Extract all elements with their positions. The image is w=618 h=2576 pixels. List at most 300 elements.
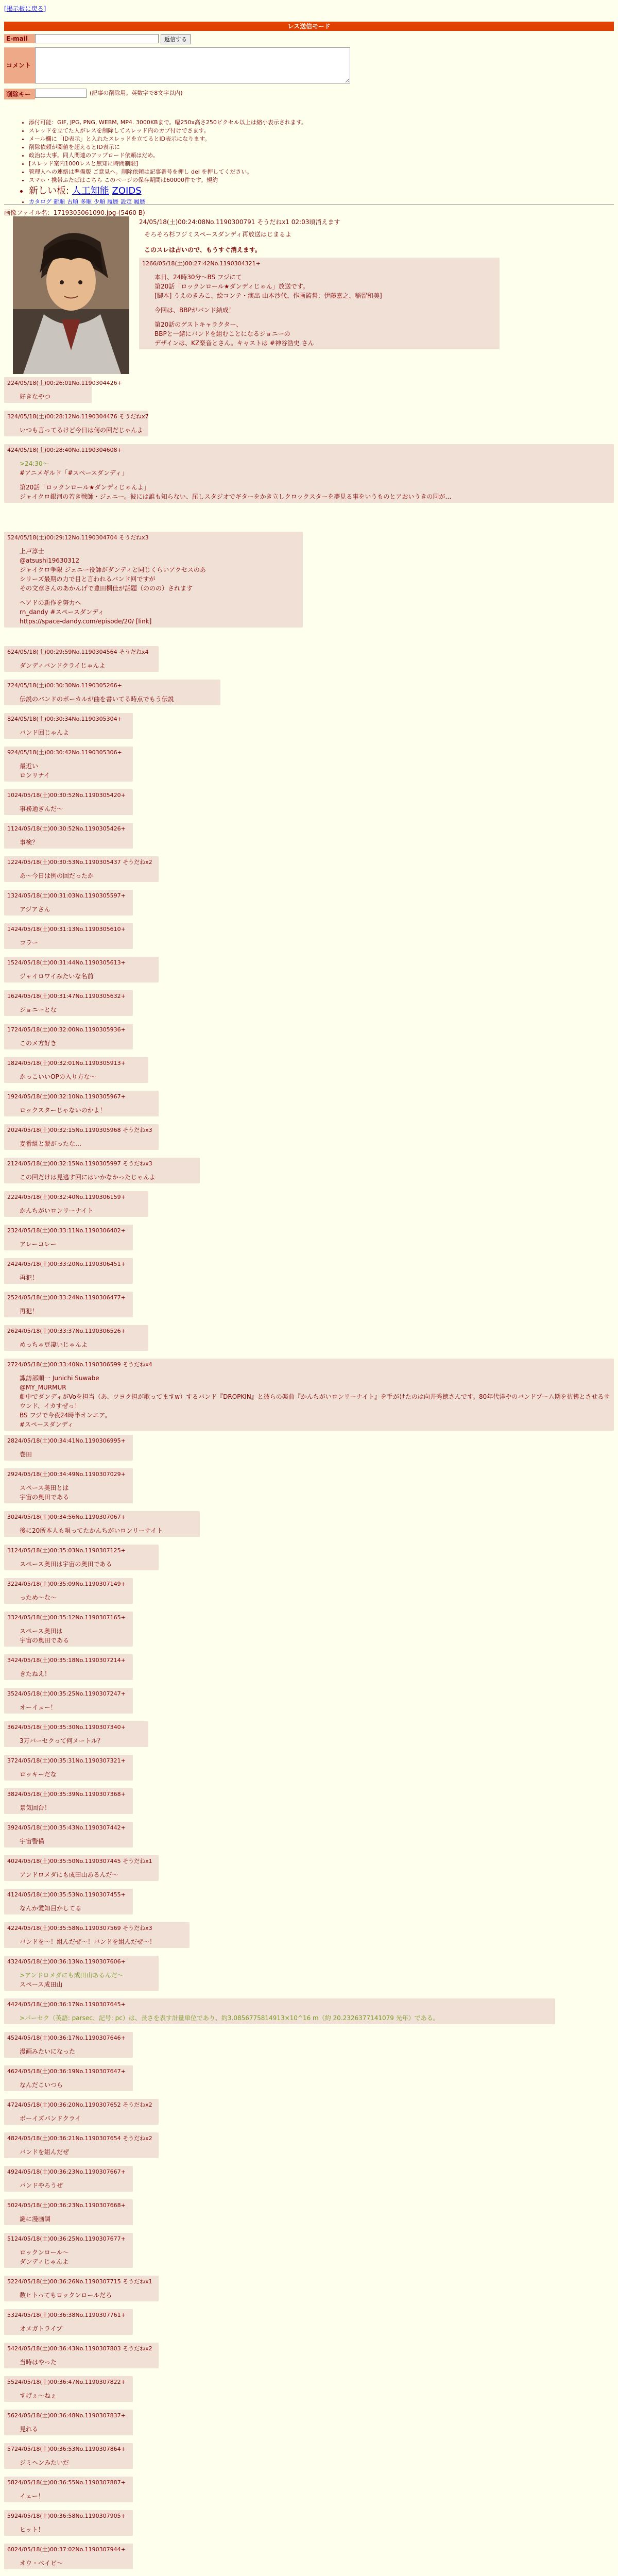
reply-line: かんちがいロンリーナイト: [20, 1207, 94, 1214]
op-expire-warning: このスレは占いので、もうすぐ消えます。: [144, 246, 261, 253]
reply-header[interactable]: 3724/05/18(土)00:35:31No.1190307321+: [7, 1757, 126, 1764]
reply-box: [4, 377, 122, 403]
reply-header[interactable]: 5624/05/18(土)00:36:48No.1190307837+: [7, 2412, 126, 2419]
reply-line: ジミヘンみたいだ: [20, 2459, 70, 2466]
reply-body: [20, 694, 217, 704]
reply-box: [4, 1292, 133, 1317]
reply-box: [4, 2065, 133, 2091]
reply-body: [20, 1005, 130, 1014]
reply-header[interactable]: 2624/05/18(土)00:33:37No.1190306526+: [7, 1328, 126, 1334]
reply-header[interactable]: 1824/05/18(土)00:32:01No.1190305913+: [7, 1060, 126, 1066]
reply-line: 宇宙の奥田である: [20, 1494, 70, 1501]
reply-body: [20, 1904, 130, 1913]
reply-box: [4, 2032, 133, 2058]
reply-line: [脚本] うえのきみこ、絵コンテ・演出 山本沙代、作画監督：伊藤嘉之、稲留和美]: [154, 292, 382, 299]
reply-line: 麦番組と繋がったな…: [20, 1140, 82, 1147]
back-link[interactable]: [掲示板に戻る]: [4, 5, 46, 12]
reply-body: [20, 459, 611, 501]
reply-box: [4, 1191, 148, 1217]
reply-box: [4, 1654, 133, 1680]
reply-line: バンド回じゃんよ: [20, 729, 70, 736]
reply-body: [20, 1240, 130, 1249]
reply-box: [4, 1057, 148, 1083]
submit-button[interactable]: 返信する: [161, 34, 191, 44]
reply-box: [4, 444, 614, 503]
reply-header[interactable]: 6024/05/18(土)00:37:02No.1190307944+: [7, 2546, 126, 2553]
reply-header[interactable]: 2324/05/18(土)00:33:11No.1190306402+: [7, 1227, 126, 1234]
reply-box: [4, 1922, 190, 1948]
reply-line: [154, 315, 496, 320]
reply-line: 後に20所本人も唄ってたかんちがいロンリーナイト: [20, 1527, 163, 1534]
reply-body: [20, 972, 156, 981]
reply-line: 漫画みたいになった: [20, 2048, 76, 2055]
reply-header[interactable]: 4924/05/18(土)00:36:23No.1190307667+: [7, 2168, 126, 2175]
reply-body: [20, 1340, 145, 1349]
reply-line: 最近い: [20, 762, 39, 770]
reply-box: [4, 1956, 159, 1991]
reply-header[interactable]: 324/05/18(土)00:28:12No.1190304476 そうだねx7: [7, 413, 149, 420]
reply-box: [4, 680, 220, 705]
reply-line: スペース奥田は宇宙の奥田である: [20, 1561, 112, 1568]
reply-line: BBPと一緒にバンドを組むことになるジョニーの: [154, 330, 290, 337]
reply-body: [20, 2248, 130, 2266]
reply-line: @atsushi19630312: [20, 557, 80, 564]
reply-body: [20, 2013, 552, 2023]
reply-box: [4, 856, 159, 882]
reply-box: [4, 1788, 133, 1814]
reply-body: [20, 2358, 156, 2367]
reply-box: [4, 890, 133, 916]
settings-link[interactable]: 設定: [121, 198, 132, 205]
reply-line: https://space-dandy.com/episode/20/ [link]: [20, 618, 152, 625]
delkey-label: 削除キー: [4, 89, 35, 99]
reply-line: 今回は、BBPがバンド結成！: [154, 307, 235, 314]
reply-box: [4, 2343, 159, 2368]
reply-header[interactable]: 1324/05/18(土)00:31:03No.1190305597+: [7, 892, 126, 899]
reply-line: アジアさん: [20, 906, 50, 913]
reply-line: いつも言ってるけど今日は何の回だじゃんよ: [20, 427, 144, 434]
reply-line: コラー: [20, 939, 39, 946]
op-line: そろそろ杉フジミスペースダンディ再放送はじまるよ: [144, 231, 292, 238]
reply-box: [4, 532, 303, 628]
reply-header[interactable]: 4424/05/18(土)00:36:17No.1190307645+: [7, 2001, 126, 2008]
reply-line: 劇中でダンディがVoを担当（あ、ツヨク担が歌ってますw）するバンド『DROPKIN』と彼らの楽曲『かんちがいロンリーナイト』を手がけたのは向井秀徳さんです。80年代洋やのバンドブーム期を彷彿とさせるサウンド、イカすぜっ！: [20, 1393, 610, 1410]
reply-line: めっちゃ豆凄いじゃんよ: [20, 1341, 88, 1348]
reply-box: [4, 1468, 133, 1503]
reply-box: [4, 923, 133, 949]
reply-header[interactable]: 924/05/18(土)00:30:42No.1190305306+: [7, 749, 122, 756]
reply-line: あ～今日は例の回だったか: [20, 872, 94, 879]
reply-header[interactable]: 5024/05/18(土)00:36:23No.1190307668+: [7, 2202, 126, 2209]
reply-body: [20, 2558, 130, 2568]
reply-box: [4, 2544, 133, 2569]
reply-body: [20, 905, 130, 914]
reply-header[interactable]: 1724/05/18(土)00:32:00No.1190305936+: [7, 1026, 126, 1033]
reply-body: [20, 1374, 611, 1429]
op-file-info[interactable]: 画像ファイル名：1719305061090.jpg-(5460 B): [4, 209, 145, 216]
reply-header[interactable]: 3924/05/18(土)00:35:43No.1190307442+: [7, 1824, 126, 1831]
reply-body: [20, 871, 156, 880]
history-link-2[interactable]: 履歴: [134, 198, 145, 205]
reply-line: オウ・ベイビ～: [20, 2560, 63, 2567]
sort-many-link[interactable]: 多順: [80, 198, 92, 205]
reply-header[interactable]: 4224/05/18(土)00:35:58No.1190307569 そうだねx3: [7, 1925, 152, 1931]
reply-line: ロックスターじゃないのかよ！: [20, 1107, 106, 1114]
rule-item: • スマホ・携帯ふたばはこちら このページの保存期間は60000件です。規約: [29, 176, 307, 184]
reply-header[interactable]: 5524/05/18(土)00:36:47No.1190307822+: [7, 2379, 126, 2385]
reply-body: [20, 2181, 130, 2190]
reply-header[interactable]: 5824/05/18(土)00:36:55No.1190307887+: [7, 2479, 126, 2486]
reply-line: アレーコレー: [20, 1241, 57, 1248]
reply-line: @MY_MURMUR: [20, 1384, 66, 1391]
reply-header[interactable]: 3624/05/18(土)00:35:30No.1190307340+: [7, 1724, 126, 1731]
reply-header[interactable]: 4324/05/18(土)00:36:13No.1190307606+: [7, 1958, 126, 1965]
reply-body: [20, 838, 130, 847]
reply-box: [4, 1688, 133, 1714]
reply-body: [20, 2458, 130, 2467]
reply-body: [154, 273, 496, 348]
reply-header[interactable]: 2824/05/18(土)00:34:41No.1190306995+: [7, 1437, 126, 1444]
reply-line: スペース奥田は: [20, 1628, 63, 1635]
reply-box: [4, 1889, 133, 1914]
reply-line: 本日、24時30分～BS フジにて: [154, 274, 242, 281]
reply-line: ジャイクロ争限 ジェニー役師がダンディと同じくらいアクセスのあ: [20, 566, 206, 573]
history-link[interactable]: 履歴: [107, 198, 118, 205]
reply-box: [4, 1855, 159, 1881]
reply-body: [20, 1770, 130, 1779]
email-label: E-mail: [4, 34, 35, 43]
reply-header[interactable]: 3324/05/18(土)00:35:12No.1190307165+: [7, 1614, 126, 1621]
reply-box: [4, 1124, 159, 1150]
reply-body: [20, 392, 89, 401]
delkey-field[interactable]: [35, 89, 87, 98]
reply-line: きたねえ！: [20, 1670, 51, 1677]
reply-body: [20, 1039, 130, 1048]
rule-item: • [スレッド案内1000レスと無知に時間制限]: [29, 160, 307, 168]
reply-line: 再犯！: [20, 1274, 39, 1281]
quote-line: >アンドロメダにも成田山あるんだ～: [20, 1972, 124, 1979]
reply-body: [20, 2047, 130, 2056]
reply-line: スペース奥田とは: [20, 1484, 69, 1492]
reply-body: [20, 2492, 130, 2501]
board-link-ai[interactable]: 人工知能: [72, 185, 109, 196]
reply-header[interactable]: 5224/05/18(土)00:36:26No.1190307715 そうだねx1: [7, 2278, 152, 2285]
reply-line: [20, 593, 300, 598]
reply-box: [4, 1024, 133, 1049]
reply-box: [4, 2199, 133, 2225]
op-quote-reply: [139, 258, 500, 349]
delkey-note: (記事の削除用。英数字で8文字以内): [90, 90, 183, 96]
reply-box: [4, 1158, 200, 1183]
reply-box: [4, 1435, 133, 1461]
reply-header[interactable]: 5424/05/18(土)00:36:43No.1190307803 そうだねx2: [7, 2345, 152, 2352]
reply-header[interactable]: 5324/05/18(土)00:36:38No.1190307761+: [7, 2312, 126, 2318]
reply-body: [20, 2114, 156, 2123]
reply-header[interactable]: 2924/05/18(土)00:34:49No.1190307029+: [7, 1471, 126, 1478]
reply-line: ジャイクロ銀河の若き戦師・ジェニー。彼には誰も知らない、屈しスタジオでギターをかき立しクロックスターを夢見る事をいうものとアおいうきの同が…: [20, 493, 452, 500]
reply-line: 伝説のバンドのボーカルが曲を書いてる時点でもう伝説: [20, 696, 174, 703]
reply-line: オメガトライブ: [20, 2325, 63, 2332]
reply-box: [4, 1578, 133, 1604]
catalog-link[interactable]: カタログ: [29, 198, 52, 205]
reply-box: [4, 747, 133, 782]
reply-header[interactable]: 2524/05/18(土)00:33:24No.1190306477+: [7, 1294, 126, 1301]
reply-box: [4, 1998, 555, 2024]
reply-body: [20, 426, 145, 435]
reply-body: [20, 1450, 130, 1459]
op-line: [144, 239, 464, 245]
reply-header[interactable]: 4524/05/18(土)00:36:17No.1190307646+: [7, 2035, 126, 2041]
reply-line: バンドやろうぜ: [20, 2182, 63, 2189]
reply-line: っため～な～: [20, 1594, 57, 1601]
reply-header[interactable]: 1524/05/18(土)00:31:44No.1190305613+: [7, 959, 126, 966]
reply-header[interactable]: 3524/05/18(土)00:35:25No.1190307247+: [7, 1690, 126, 1697]
reply-body: [20, 1560, 156, 1569]
reply-header[interactable]: 1124/05/18(土)00:30:52No.1190305426+: [7, 825, 126, 832]
reply-line: 当時はやった: [20, 2359, 57, 2366]
reply-body: [20, 2147, 156, 2157]
character-illustration-icon: [13, 216, 129, 374]
reply-line: 宇宙警備: [20, 1838, 45, 1845]
rule-item: • 削除依頼が閾値を超えるとID表示に: [29, 143, 307, 151]
reply-header[interactable]: 1624/05/18(土)00:31:47No.1190305632+: [7, 993, 126, 999]
sort-new-link[interactable]: 新順: [54, 198, 65, 205]
reply-header[interactable]: 1224/05/18(土)00:30:53No.1190305437 そうだねx2: [7, 859, 152, 866]
quote-line: >24:30～: [20, 460, 49, 467]
reply-box: [4, 990, 133, 1016]
reply-header[interactable]: 424/05/18(土)00:28:40No.1190304608+: [7, 447, 122, 453]
reply-body: [20, 2525, 130, 2534]
reply-header[interactable]: 3224/05/18(土)00:35:09No.1190307149+: [7, 1581, 126, 1587]
reply-header[interactable]: 3024/05/18(土)00:34:56No.1190307067+: [7, 1514, 126, 1520]
reply-header[interactable]: 4724/05/18(土)00:36:20No.1190307652 そうだねx2: [7, 2102, 152, 2108]
reply-header[interactable]: 4624/05/18(土)00:36:19No.1190307647+: [7, 2068, 126, 2075]
reply-box: [4, 2410, 133, 2435]
reply-line: ダンディバンドクライじゃんよ: [20, 662, 106, 669]
divider: [4, 204, 614, 205]
reply-body: [20, 1971, 156, 1989]
reply-line: シリーズ最期の力で目と言われるバンド回ですが: [20, 575, 156, 583]
reply-body: [20, 1937, 186, 1946]
reply-body: [20, 1072, 145, 1081]
reply-body: [20, 2291, 156, 2300]
reply-line: [20, 478, 611, 483]
reply-line: デザインは、KZ楽音とさん。キャストは #神谷浩史 さん: [154, 340, 314, 347]
reply-box: [4, 2309, 133, 2335]
rules-list: [21, 118, 307, 206]
reply-line: ロッキーだな: [20, 1771, 57, 1778]
reply-header[interactable]: 5924/05/18(土)00:36:58No.1190307905+: [7, 2513, 126, 2519]
reply-line: rn_dandy #スペースダンディ: [20, 608, 105, 616]
reply-line: 上戸淳士: [20, 548, 45, 555]
reply-box: [4, 1721, 148, 1747]
reply-box: [4, 2510, 133, 2536]
reply-body: [20, 1837, 130, 1846]
rule-item: • スレッドを立てた人がレスを削除してスレッド内のカブ付けでさます。: [29, 127, 307, 135]
reply-line: ロンリナイ: [20, 772, 50, 779]
reply-box: [4, 1545, 159, 1570]
reply-box: [4, 1258, 133, 1284]
reply-header[interactable]: 2724/05/18(土)00:33:40No.1190306599 そうだねx4: [7, 1361, 152, 1368]
reply-header[interactable]: 4024/05/18(土)00:35:50No.1190307445 そうだねx1: [7, 1858, 152, 1865]
reply-box: [4, 2443, 133, 2469]
reply-line: ヒット！: [20, 2526, 44, 2533]
reply-header[interactable]: 624/05/18(土)00:29:59No.1190304564 そうだねx4: [7, 649, 149, 655]
reply-box: [4, 713, 133, 739]
reply-box: [4, 2166, 133, 2192]
reply-header[interactable]: 3824/05/18(土)00:35:39No.1190307368+: [7, 1791, 126, 1798]
reply-body: [20, 804, 130, 814]
reply-header[interactable]: 1924/05/18(土)00:32:10No.1190305967+: [7, 1093, 126, 1100]
reply-line: ジョニーとな: [20, 1006, 57, 1013]
email-field[interactable]: [35, 34, 159, 43]
reply-body: [20, 1870, 156, 1879]
reply-body: [20, 1669, 130, 1679]
reply-box: [4, 1511, 200, 1537]
reply-line: 事務通ぎんだ～: [20, 805, 63, 812]
reply-header[interactable]: 1424/05/18(土)00:31:13No.1190305610+: [7, 926, 126, 933]
reply-header[interactable]: 5124/05/18(土)00:36:25No.1190307677+: [7, 2235, 126, 2242]
reply-body: [20, 1593, 130, 1602]
reply-body: [20, 938, 130, 947]
catalog-links: [29, 198, 307, 206]
reply-box: [4, 1822, 133, 1848]
reply-header[interactable]: 5724/05/18(土)00:36:53No.1190307864+: [7, 2446, 126, 2452]
reply-body: [20, 547, 300, 626]
reply-line: スペース成田山: [20, 1981, 63, 1988]
reply-body: [20, 1307, 130, 1316]
reply-box: [4, 1755, 133, 1781]
reply-box: [4, 2233, 133, 2268]
reply-body: [20, 2324, 130, 2333]
reply-body: [20, 1206, 145, 1215]
new-boards-prefix: 新しい板:: [29, 185, 72, 196]
reply-line: このメ方好き: [20, 1040, 57, 1047]
reply-body: [20, 2425, 130, 2434]
quote-line: >パーセク（英語: parsec、記号: pc）は、長さを表す計量単位であり、約3.0856775814913×10^16 m（約 20.2326377141079 光年）である。: [20, 2014, 439, 2022]
reply-body: [20, 728, 130, 737]
reply-line: 好きなやつ: [20, 393, 51, 400]
reply-body: [20, 1736, 145, 1745]
reply-body: [20, 1273, 130, 1282]
reply-header[interactable]: 2224/05/18(土)00:32:40No.1190306159+: [7, 1194, 126, 1200]
reply-box: [4, 2276, 159, 2301]
op-image[interactable]: [13, 216, 129, 374]
board-link-zoids[interactable]: ZOIDS: [112, 185, 142, 196]
reply-header[interactable]: 4824/05/18(土)00:36:21No.1190307654 そうだねx2: [7, 2135, 152, 2142]
reply-body: [20, 1106, 156, 1115]
sort-old-link[interactable]: 古順: [67, 198, 78, 205]
reply-body: [20, 1626, 130, 1645]
reply-body: [20, 1526, 197, 1535]
reply-header[interactable]: 3124/05/18(土)00:35:03No.1190307125+: [7, 1547, 126, 1554]
rule-item: • メール欄に「ID表示」と入れたスレッドを立てるとID表示になります。: [29, 135, 307, 143]
reply-header[interactable]: 724/05/18(土)00:30:30No.1190305266+: [7, 682, 122, 689]
reply-line: 再犯！: [20, 1308, 39, 1315]
reply-body: [20, 1803, 130, 1812]
reply-body: [20, 1703, 130, 1712]
reply-box: [4, 1612, 133, 1647]
reply-line: 景気回台！: [20, 1804, 51, 1811]
reply-box: [4, 2132, 159, 2158]
reply-box: [4, 823, 133, 849]
rule-item: • 管理人への連絡は準備版 ご意見へ。削除依頼は記事番号を押し del を押してください。: [29, 168, 307, 176]
reply-line: バンドを組んだぜ: [20, 2148, 70, 2156]
reply-body: [20, 2391, 130, 2400]
reply-box: [4, 1225, 133, 1250]
rule-item: • 添付可能：GIF, JPG, PNG, WEBM, MP4. 3000KBまで。幅250x高さ250ピクセル以上は縮小表示されます。: [29, 118, 307, 127]
reply-line: 宇宙の奥田である: [20, 1637, 70, 1644]
mode-bar: レス送信モード: [4, 22, 614, 31]
reply-header[interactable]: 3424/05/18(土)00:35:18No.1190307214+: [7, 1657, 126, 1664]
reply-header[interactable]: 224/05/18(土)00:26:01No.1190304426+: [7, 380, 122, 386]
reply-line: 諏訪部順一 Junichi Suwabe: [20, 1375, 99, 1382]
reply-body: [20, 2080, 130, 2090]
reply-box: [4, 2376, 133, 2402]
reply-body: [20, 761, 130, 780]
reply-line: 見れる: [20, 2426, 39, 2433]
reply-body: [20, 1173, 197, 1182]
new-boards-line: [29, 184, 307, 198]
reply-header[interactable]: 2124/05/18(土)00:32:15No.1190305997 そうだねx3: [7, 1160, 152, 1167]
reply-box: [4, 957, 159, 982]
reply-header[interactable]: 4124/05/18(土)00:35:53No.1190307455+: [7, 1891, 126, 1898]
reply-header[interactable]: 1024/05/18(土)00:30:52No.1190305420+: [7, 792, 126, 799]
reply-line: なんだこいつら: [20, 2081, 63, 2089]
reply-line: 数ヒトってもロックンロールだろ: [20, 2292, 112, 2299]
reply-line: へアドの新作を努力へ: [20, 599, 81, 606]
sort-few-link[interactable]: 少順: [94, 198, 105, 205]
reply-line: ダンディじゃんよ: [20, 2258, 69, 2265]
reply-line: 第20話のゲストキャラクター、: [154, 321, 243, 328]
comment-field[interactable]: [35, 47, 350, 83]
reply-box: [4, 1325, 148, 1351]
reply-line: ボーイズバンドクライ: [20, 2115, 81, 2122]
reply-line: 3万バーセクって何メートル？: [20, 1737, 104, 1744]
reply-line: アンドロメダにも成田山あるんだ～: [20, 1871, 118, 1878]
reply-form: [4, 34, 365, 101]
reply-box: [4, 2477, 133, 2502]
reply-box: [4, 646, 159, 672]
reply-line: #スペースダンディ: [20, 1421, 74, 1428]
reply-box: [4, 1091, 159, 1116]
op-header: 24/05/18(土)00:24:08No.1190300791 そうだねx1 02:03頃消えます: [139, 218, 340, 226]
reply-body: [20, 2214, 130, 2224]
reply-line: その文章さんのあかんげで豊田桐佳が話題（ののの）されます: [20, 585, 193, 592]
reply-header[interactable]: 2424/05/18(土)00:33:20No.1190306451+: [7, 1261, 126, 1267]
reply-line: 巻田: [20, 1451, 32, 1458]
reply-header[interactable]: 824/05/18(土)00:30:34No.1190305304+: [7, 716, 122, 722]
reply-line: 謎に漫画調: [20, 2215, 51, 2223]
reply-line: この回だけは見逃す回にはいかなかったじゃんよ: [20, 1174, 156, 1181]
reply-line: ロックンロール～: [20, 2249, 69, 2256]
op-body: [144, 230, 464, 255]
reply-line: すげぇ～ねぇ: [20, 2392, 57, 2399]
reply-line: かっこいいOPの入り方な～: [20, 1073, 96, 1080]
reply-line: 第20話「ロックンロール★ダンディじゃんよ」: [20, 484, 150, 491]
reply-line: 第20話「ロックンロール★ダンディじゃん」放送です。: [154, 283, 309, 290]
reply-line: イェー！: [20, 2493, 44, 2500]
reply-line: オーイェー！: [20, 1704, 57, 1711]
reply-box: [4, 2099, 159, 2125]
reply-line: #アニメギルド「#スペースダンディ」: [20, 469, 128, 477]
reply-header[interactable]: 2024/05/18(土)00:32:15No.1190305968 そうだねx3: [7, 1127, 152, 1133]
reply-body: [20, 1139, 156, 1148]
reply-line: なんか愛知目かしてる: [20, 1905, 82, 1912]
reply-line: ジャイロワイみたいな名前: [20, 973, 94, 980]
reply-header[interactable]: 524/05/18(土)00:29:12No.1190304704 そうだねx3: [7, 534, 149, 541]
reply-line: [154, 300, 496, 306]
